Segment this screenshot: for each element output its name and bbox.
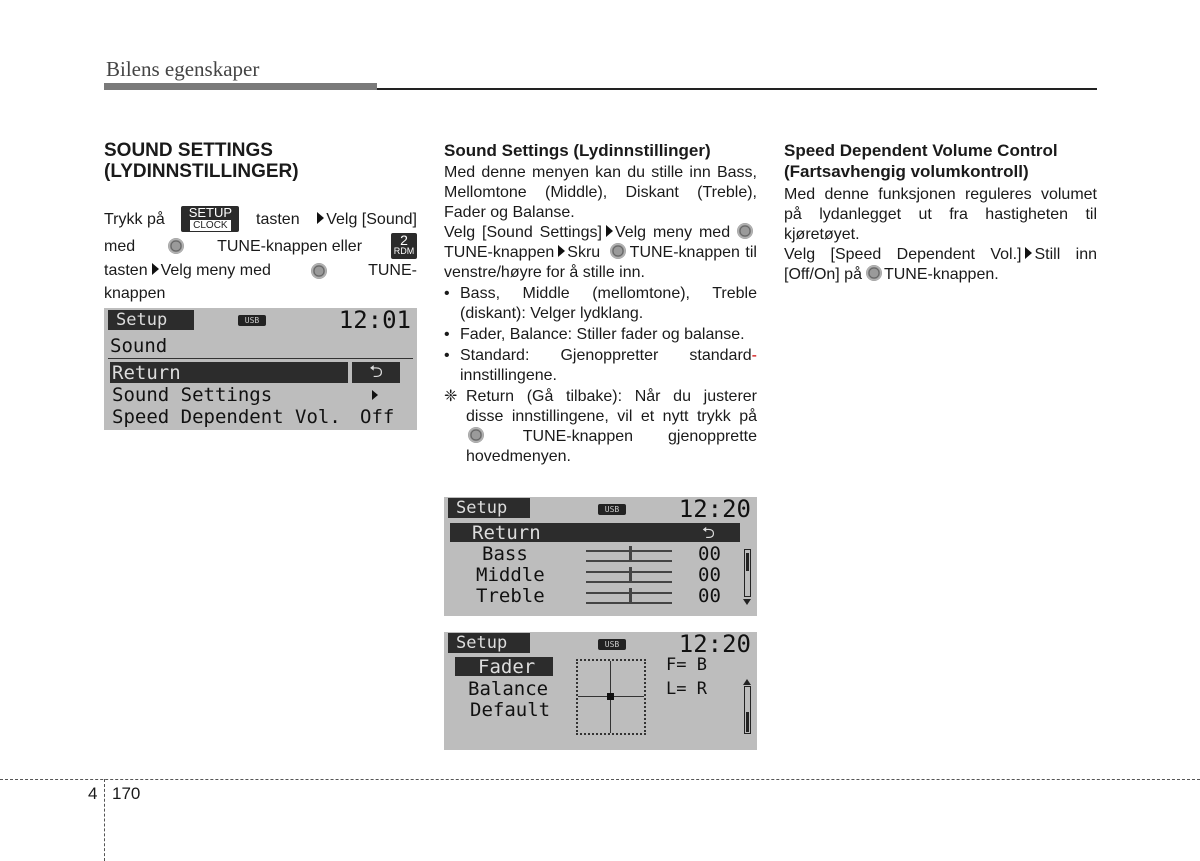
- bass-slider: [586, 550, 672, 562]
- tune-knob-icon: [866, 265, 882, 281]
- tune-knob-icon: [737, 223, 753, 239]
- col2-body: [444, 163, 757, 467]
- row-middle-value: 00: [698, 564, 721, 586]
- row-bass-label: Bass: [482, 543, 528, 565]
- menu-item-default: Default: [470, 699, 551, 721]
- lcd-screen-fader-balance: [444, 632, 757, 750]
- arrow-right-icon: [606, 225, 613, 237]
- middle-slider: [586, 571, 672, 583]
- arrow-right-icon: [1025, 247, 1032, 259]
- section-heading-line2: (LYDINNSTILLINGER): [104, 161, 299, 182]
- col2-para1: Med denne menyen kan du stille inn Bass, Mellomtone (Middle), Diskant (Treble), Fader og Balanse.: [444, 164, 757, 221]
- section-heading: [104, 140, 417, 182]
- arrow-right-icon: [317, 212, 324, 224]
- lcd-clock: 12:20: [678, 632, 751, 658]
- text-velg-sound: Velg [Sound]: [326, 210, 417, 228]
- usb-icon: USB: [598, 639, 626, 650]
- rdm-button-icon: [391, 233, 417, 259]
- note-return: [444, 387, 757, 467]
- chevron-right-icon: [372, 390, 378, 400]
- usb-icon: USB: [238, 315, 266, 326]
- text-standard: Standard: Gjenoppretter standard: [460, 347, 752, 364]
- text-velg-speed: Velg [Speed Dependent Vol.]: [784, 246, 1022, 263]
- treble-slider: [586, 592, 672, 604]
- note-mark-icon: ❈: [444, 388, 458, 405]
- lcd-clock: 12:20: [678, 497, 751, 523]
- menu-item-sound-settings: Sound Settings: [112, 384, 273, 406]
- footer-dashed-vertical: [104, 779, 105, 861]
- menu-item-speed-dependent: Speed Dependent Vol.: [112, 406, 341, 428]
- row-treble-value: 00: [698, 585, 721, 607]
- tune-knob-icon: [610, 243, 626, 259]
- text-velg-meny-med: Velg meny med: [160, 262, 271, 279]
- menu-item-balance: Balance: [468, 678, 549, 700]
- row-middle-label: Middle: [476, 564, 545, 586]
- text-trykk: Trykk på: [104, 210, 165, 228]
- chapter-number: 4: [88, 784, 98, 803]
- text-tune-eller: TUNE-knappen eller: [217, 237, 363, 255]
- text-tune-knappen: TUNE-knappen: [444, 244, 555, 261]
- tune-knob-icon: [311, 263, 327, 279]
- text-tasten-2: tasten: [104, 262, 148, 279]
- scroll-up-icon: [743, 679, 751, 685]
- bullet-bass-middle-treble: • Bass, Middle (mellomtone), Treble (diskant): Velger lydklang.: [444, 284, 757, 324]
- tune-knob-icon: [468, 427, 484, 443]
- text-tune-venstre-hoyre: TUNE-knappen til venstre/høyre for å stille inn.: [444, 244, 757, 281]
- tune-knob-icon: [168, 238, 184, 254]
- scrollbar-thumb: [746, 553, 749, 571]
- scrollbar-thumb: [746, 712, 749, 732]
- bullet-fader-balance: • Fader, Balance: Stiller fader og balanse.: [444, 325, 757, 345]
- balance-value: L= R: [666, 679, 707, 699]
- text-tune-knappen-col3: TUNE-knappen.: [883, 266, 999, 283]
- rdm-number: 2: [400, 232, 408, 248]
- hyphen-mark: -: [751, 347, 757, 364]
- speed-heading-line1: Speed Dependent Volume Control: [784, 141, 1058, 160]
- menu-item-return: Return: [112, 362, 181, 384]
- text-tasten: tasten: [256, 210, 300, 228]
- usb-icon: USB: [598, 504, 626, 515]
- text-note-a: Return (Gå tilbake): Når du justerer disse innstillingene, vil et nytt trykk på: [466, 388, 757, 425]
- fader-value: F= B: [666, 655, 707, 675]
- lcd-tag: Setup: [448, 633, 530, 653]
- menu-item-return: Return: [472, 522, 541, 544]
- menu-item-fader: Fader: [478, 656, 536, 678]
- speed-value: Off: [360, 406, 395, 428]
- text-innstillingene: innstillingene.: [460, 367, 557, 384]
- col3-heading: [784, 140, 1097, 182]
- text-med: med: [104, 237, 136, 255]
- text-tune: TUNE-: [368, 262, 417, 279]
- page-number: 170: [112, 784, 141, 803]
- return-arrow-icon: ⮌: [352, 362, 400, 383]
- speed-heading-line2: (Fartsavhengig volumkontroll): [784, 162, 1029, 181]
- lcd-subtitle: Sound: [110, 335, 168, 357]
- running-header: Bilens egenskaper: [106, 57, 260, 81]
- arrow-right-icon: [152, 263, 159, 275]
- text-note-b: TUNE-knappen gjenopprette hovedmenyen.: [466, 428, 757, 465]
- row-treble-label: Treble: [476, 585, 545, 607]
- col2-heading-block: [444, 140, 757, 161]
- header-rule-thick: [104, 83, 377, 90]
- text-velg-meny: Velg meny med: [614, 224, 731, 241]
- return-arrow-icon: ⮌: [702, 523, 715, 542]
- row-bass-value: 00: [698, 543, 721, 565]
- col3-para1: Med denne funksjonen reguleres volumet på lydanlegget ut fra hastigheten til kjøretøyet.: [784, 186, 1097, 243]
- setup-label: SETUP: [188, 205, 233, 220]
- sound-settings-heading: Sound Settings (Lydinnstillinger): [444, 141, 711, 160]
- lcd-clock: 12:01: [338, 308, 411, 334]
- text-skru: Skru: [567, 244, 601, 261]
- lcd-screen-sound-settings: [444, 497, 757, 616]
- lcd-tag: Setup: [108, 310, 194, 330]
- footer-dashed-rule: [0, 779, 1200, 780]
- lcd-divider: [108, 358, 413, 359]
- col1-instructions: [104, 206, 417, 305]
- scroll-down-icon: [743, 599, 751, 605]
- lcd-screen-sound: [104, 308, 417, 430]
- bullet-standard: [444, 346, 757, 386]
- rdm-label: RDM: [393, 246, 415, 256]
- header-rule-thin: [377, 88, 1097, 90]
- setup-clock-button-icon: [181, 206, 239, 232]
- position-marker: [607, 693, 614, 700]
- section-heading-line1: SOUND SETTINGS: [104, 140, 273, 161]
- text-knappen: knappen: [104, 285, 166, 302]
- col3-body: [784, 185, 1097, 285]
- lcd-tag: Setup: [448, 498, 530, 518]
- clock-label: CLOCK: [190, 220, 230, 231]
- text-still-inn: Still inn [Off/On] på: [784, 246, 1097, 283]
- text-velg-sound-settings: Velg [Sound Settings]: [444, 224, 602, 241]
- arrow-right-icon: [558, 245, 565, 257]
